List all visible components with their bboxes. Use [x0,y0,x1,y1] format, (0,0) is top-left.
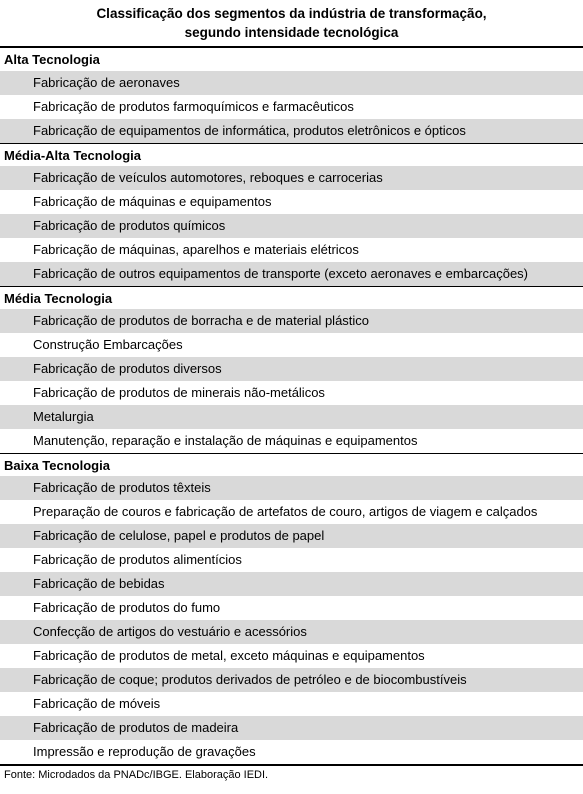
table-row: Fabricação de aeronaves [0,71,583,95]
table-row: Fabricação de produtos têxteis [0,476,583,500]
table-row: Fabricação de produtos do fumo [0,596,583,620]
group-header: Média Tecnologia [0,286,583,309]
table-row: Fabricação de máquinas, aparelhos e materiais elétricos [0,238,583,262]
group-header: Baixa Tecnologia [0,453,583,476]
table-row: Manutenção, reparação e instalação de máquinas e equipamentos [0,429,583,453]
group-alta-tecnologia [0,48,583,143]
table-title [0,0,583,48]
table-row: Fabricação de produtos farmoquímicos e farmacêuticos [0,95,583,119]
group-m-dia-alta-tecnologia [0,143,583,286]
table-row: Confecção de artigos do vestuário e acessórios [0,620,583,644]
group-m-dia-tecnologia [0,286,583,453]
classification-table [0,48,583,766]
table-row: Fabricação de bebidas [0,572,583,596]
table-row: Fabricação de equipamentos de informática, produtos eletrônicos e ópticos [0,119,583,143]
table-row: Impressão e reprodução de gravações [0,740,583,764]
group-header: Alta Tecnologia [4,52,100,67]
table-row: Fabricação de móveis [0,692,583,716]
title-line-2: segundo intensidade tecnológica [184,25,399,40]
group-baixa-tecnologia [0,453,583,764]
table-row: Metalurgia [0,405,583,429]
table-row: Fabricação de produtos de borracha e de material plástico [0,309,583,333]
group-header: Média-Alta Tecnologia [0,143,583,166]
table-row: Fabricação de produtos diversos [0,357,583,381]
table-row: Preparação de couros e fabricação de artefatos de couro, artigos de viagem e calçados [0,500,583,524]
title-line-1: Classificação dos segmentos da indústria de transformação, [96,6,487,21]
table-row: Fabricação de outros equipamentos de transporte (exceto aeronaves e embarcações) [0,262,583,286]
table-row: Fabricação de celulose, papel e produtos de papel [0,524,583,548]
table-row: Fabricação de produtos de minerais não-metálicos [0,381,583,405]
table-row: Fabricação de produtos de metal, exceto máquinas e equipamentos [0,644,583,668]
table-row: Fabricação de máquinas e equipamentos [0,190,583,214]
table-row: Fabricação de veículos automotores, reboques e carrocerias [0,166,583,190]
table-row: Fabricação de coque; produtos derivados de petróleo e de biocombustíveis [0,668,583,692]
table-row: Fabricação de produtos alimentícios [0,548,583,572]
table-row: Construção Embarcações [0,333,583,357]
table-row: Fabricação de produtos de madeira [0,716,583,740]
source-note: Fonte: Microdados da PNADc/IBGE. Elaboração IEDI. [4,769,269,781]
table-row: Fabricação de produtos químicos [0,214,583,238]
